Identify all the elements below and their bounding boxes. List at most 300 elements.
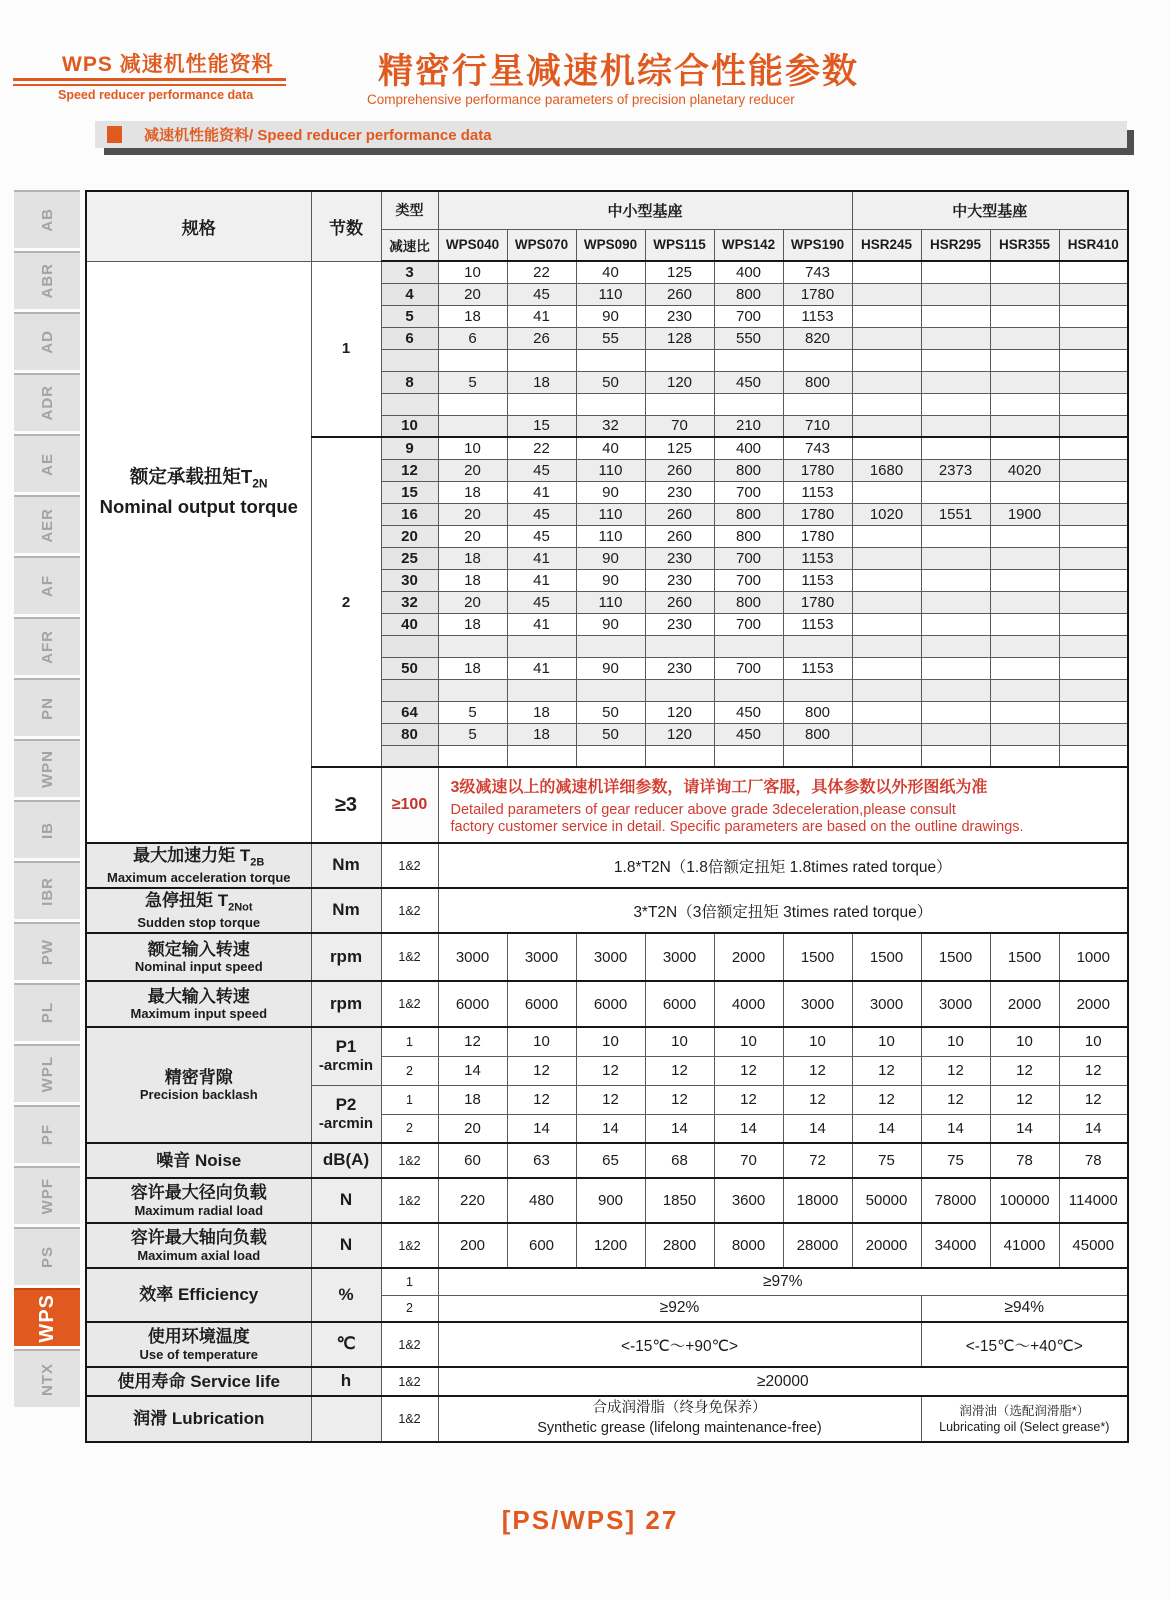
type-cell: 1&2: [381, 933, 438, 981]
torque-value-cell: [921, 525, 990, 547]
page-subtitle: Comprehensive performance parameters of precision planetary reducer: [367, 92, 795, 107]
spec-value-cell: 14: [714, 1114, 783, 1143]
torque-value-cell: [507, 679, 576, 701]
spec-value-cell: 1850: [645, 1178, 714, 1223]
consult-note-en-line2: factory customer service in detail. Specific parameters are based on the outline drawings.: [450, 819, 1024, 835]
torque-value-cell: 1020: [852, 503, 921, 525]
sidebar-tab-ad: [14, 312, 80, 370]
ratio-cell: 25: [381, 547, 438, 569]
sidebar-tab-label: PF: [38, 1124, 56, 1146]
torque-value-cell: [852, 701, 921, 723]
spec-label-zh: [88, 1182, 310, 1203]
torque-value-cell: [852, 371, 921, 393]
torque-value-cell: 22: [507, 437, 576, 459]
torque-value-cell: 90: [576, 569, 645, 591]
spec-value-cell: 12: [990, 1056, 1059, 1085]
torque-value-cell: [576, 349, 645, 371]
type-cell: 1&2: [381, 888, 438, 933]
spec-label-zh-text: 急停扭矩 T: [144, 891, 229, 911]
torque-value-cell: 10: [438, 261, 507, 283]
torque-value-cell: 260: [645, 503, 714, 525]
sidebar-tab-ntx: [14, 1349, 80, 1407]
spec-value-cell: 12: [645, 1056, 714, 1085]
torque-value-cell: [645, 349, 714, 371]
torque-value-cell: 120: [645, 371, 714, 393]
torque-value-cell: [852, 393, 921, 415]
torque-value-cell: [990, 393, 1059, 415]
torque-value-cell: 1780: [783, 459, 852, 481]
spec-value-cell: 4000: [714, 981, 783, 1027]
torque-value-cell: 800: [783, 723, 852, 745]
unit-text: %: [338, 1284, 354, 1304]
spec-value-cell: 20000: [852, 1223, 921, 1268]
spec-row: [86, 1143, 1128, 1178]
torque-value-cell: [990, 591, 1059, 613]
torque-label-sub: 2N: [252, 476, 268, 491]
unit-text-line2: -arcmin: [318, 1114, 374, 1132]
torque-value-cell: 90: [576, 481, 645, 503]
spec-value-cell: 6000: [576, 981, 645, 1027]
model-header-cell: HSR410: [1059, 229, 1128, 261]
torque-value-cell: 41: [507, 547, 576, 569]
torque-value-cell: [921, 569, 990, 591]
sidebar-tab-ib: [14, 800, 80, 858]
torque-value-cell: 41: [507, 481, 576, 503]
torque-value-cell: 800: [714, 525, 783, 547]
torque-value-cell: [990, 437, 1059, 459]
torque-value-cell: 1780: [783, 503, 852, 525]
spec-value-cell: 78: [990, 1143, 1059, 1178]
torque-value-cell: [990, 481, 1059, 503]
torque-value-cell: 700: [714, 305, 783, 327]
sidebar-tab-label: NTX: [38, 1362, 56, 1396]
spec-value-cell: 3000: [576, 933, 645, 981]
torque-value-cell: 18: [438, 547, 507, 569]
spec-value-cell: 72: [783, 1143, 852, 1178]
spec-value-cell: 8000: [714, 1223, 783, 1268]
torque-value-cell: [1059, 327, 1128, 349]
torque-value-cell: [783, 635, 852, 657]
torque-value-cell: [783, 349, 852, 371]
torque-value-cell: [438, 415, 507, 437]
torque-value-cell: [990, 415, 1059, 437]
torque-value-cell: [852, 415, 921, 437]
torque-value-cell: 40: [576, 261, 645, 283]
spec-value-cell: 10: [921, 1027, 990, 1056]
spec-label-cell: [86, 1268, 311, 1322]
sidebar: [14, 190, 80, 1410]
ratio-cell: 10: [381, 415, 438, 437]
torque-value-cell: [645, 393, 714, 415]
ratio-cell: [381, 349, 438, 371]
torque-value-cell: 120: [645, 723, 714, 745]
brand-subtitle: Speed reducer performance data: [58, 88, 254, 102]
torque-value-cell: [1059, 613, 1128, 635]
torque-value-cell: [714, 349, 783, 371]
spec-value-cell: 10: [852, 1027, 921, 1056]
torque-value-cell: 700: [714, 481, 783, 503]
torque-value-cell: 110: [576, 525, 645, 547]
sidebar-tab-label: WPS: [35, 1293, 58, 1343]
torque-value-cell: 32: [576, 415, 645, 437]
torque-value-cell: 50: [576, 371, 645, 393]
torque-value-cell: 41: [507, 657, 576, 679]
torque-value-cell: 800: [714, 459, 783, 481]
spec-label-cell: [86, 1322, 311, 1367]
torque-value-cell: [852, 525, 921, 547]
spec-value-cell: 12: [783, 1085, 852, 1114]
torque-value-cell: [1059, 591, 1128, 613]
sidebar-tab-afr: [14, 617, 80, 675]
torque-value-cell: 40: [576, 437, 645, 459]
torque-value-cell: 1153: [783, 613, 852, 635]
unit-text: rpm: [329, 993, 363, 1013]
torque-value-cell: [990, 569, 1059, 591]
ratio-cell: 5: [381, 305, 438, 327]
torque-value-cell: [852, 481, 921, 503]
torque-value-cell: [1059, 459, 1128, 481]
torque-value-cell: 20: [438, 459, 507, 481]
spec-value-cell: ≥20000: [438, 1367, 1128, 1396]
torque-value-cell: 550: [714, 327, 783, 349]
table-body: [86, 261, 1128, 1442]
spec-label-zh-text: 容许最大径向负载: [130, 1183, 267, 1203]
unit-cell: [311, 981, 381, 1027]
unit-cell: [311, 1223, 381, 1268]
torque-value-cell: [714, 745, 783, 767]
ratio-cell: [381, 635, 438, 657]
spec-label-zh-text: 最大输入转速: [147, 986, 250, 1006]
spec-row: [86, 888, 1128, 933]
spec-value-cell: 12: [921, 1056, 990, 1085]
type-cell: 1: [381, 1027, 438, 1056]
type-cell: 1&2: [381, 1143, 438, 1178]
torque-value-cell: 26: [507, 327, 576, 349]
torque-value-cell: 5: [438, 701, 507, 723]
torque-value-cell: [438, 393, 507, 415]
type-cell: 1&2: [381, 981, 438, 1027]
torque-value-cell: 120: [645, 701, 714, 723]
spec-value-cell: 3000: [645, 933, 714, 981]
unit-text: h: [340, 1371, 352, 1391]
torque-value-cell: 800: [714, 503, 783, 525]
torque-value-cell: 4020: [990, 459, 1059, 481]
sidebar-tab-label: PL: [38, 1002, 56, 1024]
spec-value-cell: 12: [507, 1085, 576, 1114]
unit-cell: [311, 1143, 381, 1178]
torque-value-cell: 230: [645, 613, 714, 635]
torque-value-cell: [1059, 393, 1128, 415]
spec-value-cell: 10: [714, 1027, 783, 1056]
torque-value-cell: [990, 701, 1059, 723]
consult-note-zh: 3级减速以上的减速机详细参数，请详询工厂客服，具体参数以外形图纸为准: [450, 778, 988, 796]
type-cell: 1&2: [381, 1367, 438, 1396]
spec-value-cell: 60: [438, 1143, 507, 1178]
torque-value-cell: [1059, 415, 1128, 437]
sidebar-tab-label: AER: [38, 507, 56, 543]
spec-label-en: Nominal input speed: [134, 959, 263, 975]
model-header-cell: WPS190: [783, 229, 852, 261]
ratio-cell: 3: [381, 261, 438, 283]
unit-cell: [311, 1322, 381, 1367]
torque-value-cell: 800: [714, 283, 783, 305]
spec-value-cell: 70: [714, 1143, 783, 1178]
type-cell: 2: [381, 1114, 438, 1143]
spec-label-cell: [86, 1178, 311, 1223]
spec-value-line: 合成润滑脂（终身免保养）: [592, 1400, 767, 1417]
torque-value-cell: 400: [714, 261, 783, 283]
ratio-cell: 20: [381, 525, 438, 547]
spec-value-cell: <-15℃～+90℃>: [438, 1322, 921, 1367]
spec-row: [86, 1268, 1128, 1295]
type-cell: 1&2: [381, 1178, 438, 1223]
torque-value-cell: [852, 591, 921, 613]
sidebar-tab-pn: [14, 678, 80, 736]
torque-value-cell: 110: [576, 459, 645, 481]
torque-value-cell: [921, 481, 990, 503]
spec-value-cell: 14: [852, 1114, 921, 1143]
torque-value-cell: [1059, 547, 1128, 569]
spec-row: [86, 1223, 1128, 1268]
brand-title: WPS 减速机性能资料: [62, 53, 274, 76]
torque-value-cell: [990, 283, 1059, 305]
spec-label-en: Maximum axial load: [137, 1247, 261, 1263]
torque-value-cell: 18: [438, 613, 507, 635]
spec-value-cell: 480: [507, 1178, 576, 1223]
torque-value-cell: [1059, 679, 1128, 701]
torque-value-cell: 15: [507, 415, 576, 437]
torque-value-cell: [990, 261, 1059, 283]
torque-value-cell: 18: [438, 305, 507, 327]
spec-value-cell: 63: [507, 1143, 576, 1178]
spec-row: [86, 843, 1128, 888]
sidebar-tab-label: WPF: [38, 1177, 56, 1215]
torque-label-zh-text: 额定承载扭矩T: [129, 466, 253, 488]
ratio-cell: 64: [381, 701, 438, 723]
spec-value-cell: 10: [990, 1027, 1059, 1056]
spec-row: [86, 1027, 1128, 1056]
torque-value-cell: 450: [714, 723, 783, 745]
ratio-cell: 6: [381, 327, 438, 349]
spec-value-cell: 10: [1059, 1027, 1128, 1056]
torque-value-cell: 22: [507, 261, 576, 283]
spec-value-cell: 18: [438, 1085, 507, 1114]
torque-value-cell: 18: [507, 371, 576, 393]
ratio-cell: 15: [381, 481, 438, 503]
spec-value-cell: 18000: [783, 1178, 852, 1223]
unit-text: P2: [335, 1094, 357, 1114]
spec-value-cell: ≥92%: [438, 1295, 921, 1322]
torque-value-cell: 1900: [990, 503, 1059, 525]
spec-value-cell: 65: [576, 1143, 645, 1178]
torque-value-cell: 1551: [921, 503, 990, 525]
torque-value-cell: [921, 745, 990, 767]
unit-text: dB(A): [322, 1150, 370, 1170]
torque-value-cell: [783, 745, 852, 767]
spec-label-zh-text: 精密背隙: [164, 1067, 233, 1087]
spec-label-zh: [88, 939, 310, 960]
spec-label-cell: [86, 1143, 311, 1178]
spec-value-cell: 14: [1059, 1114, 1128, 1143]
torque-value-cell: 700: [714, 569, 783, 591]
group-small-header-cell: 中小型基座: [438, 191, 852, 229]
spec-value-cell: 10: [783, 1027, 852, 1056]
torque-value-cell: 10: [438, 437, 507, 459]
spec-label-zh-text: 使用寿命 Service life: [117, 1371, 280, 1391]
sidebar-tab-wpf: [14, 1166, 80, 1224]
spec-label-en: Maximum input speed: [130, 1006, 268, 1022]
spec-label-zh: [88, 1227, 310, 1248]
torque-value-cell: 230: [645, 305, 714, 327]
torque-value-cell: [921, 305, 990, 327]
torque-value-cell: [438, 745, 507, 767]
torque-value-cell: 450: [714, 701, 783, 723]
torque-value-cell: [990, 305, 1059, 327]
type-cell: 1&2: [381, 1322, 438, 1367]
spec-value-cell: 100000: [990, 1178, 1059, 1223]
torque-value-cell: [990, 371, 1059, 393]
spec-value-cell: 45000: [1059, 1223, 1128, 1268]
torque-value-cell: [921, 723, 990, 745]
torque-value-cell: [852, 745, 921, 767]
spec-label-en: Maximum radial load: [134, 1202, 264, 1218]
spec-value-cell: 14: [921, 1114, 990, 1143]
torque-value-cell: 45: [507, 459, 576, 481]
torque-value-cell: [576, 679, 645, 701]
torque-value-cell: 1680: [852, 459, 921, 481]
torque-value-cell: [576, 393, 645, 415]
torque-value-cell: 230: [645, 481, 714, 503]
ratio-cell: 8: [381, 371, 438, 393]
ratio-cell: 50: [381, 657, 438, 679]
torque-value-cell: 210: [714, 415, 783, 437]
torque-value-cell: [1059, 349, 1128, 371]
torque-value-cell: [714, 679, 783, 701]
torque-value-cell: 110: [576, 283, 645, 305]
torque-value-cell: [990, 525, 1059, 547]
torque-value-cell: [921, 547, 990, 569]
torque-value-cell: [852, 657, 921, 679]
spec-label-cell: [86, 1396, 311, 1442]
spec-value-cell: 2000: [1059, 981, 1128, 1027]
spec-value-cell: 12: [1059, 1056, 1128, 1085]
torque-value-cell: [990, 657, 1059, 679]
spec-value-cell: 68: [645, 1143, 714, 1178]
torque-value-cell: [1059, 305, 1128, 327]
unit-cell: [311, 1396, 381, 1442]
torque-value-cell: [783, 679, 852, 701]
model-header-cell: HSR295: [921, 229, 990, 261]
spec-value-cell: 900: [576, 1178, 645, 1223]
spec-value-cell: 200: [438, 1223, 507, 1268]
torque-value-cell: [921, 349, 990, 371]
sidebar-tab-wps: [14, 1288, 80, 1346]
torque-label-cell: [86, 261, 311, 843]
ratio-cell: 9: [381, 437, 438, 459]
spec-label-zh-text: 噪音 Noise: [156, 1150, 242, 1170]
spec-row: [86, 1322, 1128, 1367]
unit-text: ℃: [336, 1334, 356, 1354]
torque-value-cell: [852, 349, 921, 371]
torque-value-cell: [1059, 283, 1128, 305]
ratio-cell: [381, 679, 438, 701]
torque-value-cell: 6: [438, 327, 507, 349]
torque-value-cell: 41: [507, 569, 576, 591]
torque-value-cell: 5: [438, 723, 507, 745]
torque-value-cell: 260: [645, 459, 714, 481]
torque-value-cell: 1153: [783, 547, 852, 569]
torque-value-cell: [1059, 525, 1128, 547]
sidebar-tab-pl: [14, 983, 80, 1041]
torque-value-cell: 90: [576, 613, 645, 635]
spec-label-zh: [88, 1067, 310, 1088]
torque-value-cell: [645, 745, 714, 767]
torque-value-cell: 45: [507, 283, 576, 305]
torque-value-cell: 41: [507, 305, 576, 327]
torque-value-cell: 5: [438, 371, 507, 393]
spec-value-cell: 114000: [1059, 1178, 1128, 1223]
ratio-cell: 30: [381, 569, 438, 591]
spec-value-cell: 14: [783, 1114, 852, 1143]
consult-note-en: [451, 802, 1127, 837]
type-cell: 2: [381, 1056, 438, 1085]
torque-value-cell: [1059, 635, 1128, 657]
spec-value-cell: 6000: [438, 981, 507, 1027]
spec-value-line: 润滑油（选配润滑脂*）: [959, 1403, 1090, 1418]
torque-value-cell: [1059, 503, 1128, 525]
page-number: [PS/WPS] 27: [501, 1505, 679, 1535]
spec-label-zh: [88, 1408, 310, 1429]
torque-value-cell: [921, 437, 990, 459]
torque-value-cell: 20: [438, 503, 507, 525]
ratio-cell: [381, 393, 438, 415]
sidebar-tab-label: AFR: [38, 630, 56, 664]
spec-row: [86, 933, 1128, 981]
torque-value-cell: [1059, 437, 1128, 459]
spec-value-cell: 12: [1059, 1085, 1128, 1114]
torque-value-cell: 90: [576, 305, 645, 327]
torque-value-cell: 20: [438, 283, 507, 305]
unit-cell: [311, 888, 381, 933]
spec-value-cell: 12: [852, 1085, 921, 1114]
spec-value-cell: 12: [438, 1027, 507, 1056]
spec-value-cell: 14: [507, 1114, 576, 1143]
torque-value-cell: [990, 547, 1059, 569]
torque-value-cell: 45: [507, 503, 576, 525]
sidebar-tab-ab: [14, 190, 80, 248]
spec-value-cell: 75: [921, 1143, 990, 1178]
torque-value-cell: 743: [783, 437, 852, 459]
ratio-cell: 80: [381, 723, 438, 745]
sidebar-tab-label: PW: [38, 938, 56, 966]
torque-value-cell: 45: [507, 591, 576, 613]
spec-label-zh-text: 容许最大轴向负载: [130, 1228, 267, 1248]
torque-value-cell: 41: [507, 613, 576, 635]
spec-label-zh: [88, 845, 310, 870]
torque-value-cell: 700: [714, 547, 783, 569]
torque-value-cell: [921, 679, 990, 701]
spec-value-cell: ≥97%: [438, 1268, 1128, 1295]
torque-value-cell: 90: [576, 657, 645, 679]
ratio-header-cell: 减速比: [381, 229, 438, 261]
sidebar-tab-ae: [14, 434, 80, 492]
torque-value-cell: 450: [714, 371, 783, 393]
spec-label-zh: [88, 890, 310, 915]
ratio-cell: [381, 745, 438, 767]
torque-value-cell: [990, 723, 1059, 745]
torque-value-cell: 1153: [783, 569, 852, 591]
spec-value-cell: 12: [576, 1056, 645, 1085]
